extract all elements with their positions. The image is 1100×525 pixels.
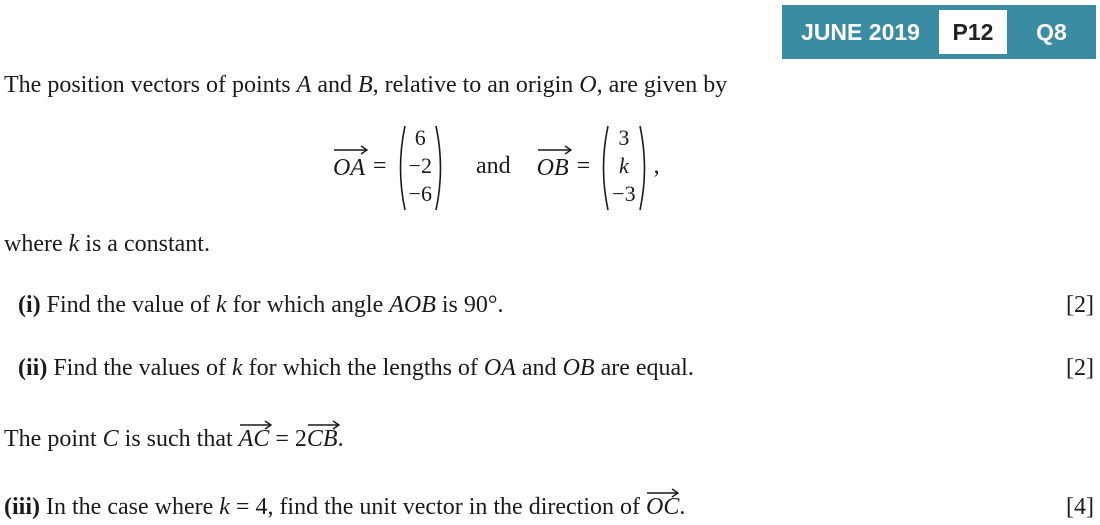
- trailing-comma: ,: [653, 152, 660, 179]
- ob-vector-label: OB: [537, 151, 569, 182]
- question-badge: [782, 5, 1096, 59]
- badge-date: JUNE 2019: [801, 18, 920, 45]
- ob-component-3: −3: [612, 181, 636, 206]
- point-c-text: The point C is such that AC = 2 CB.: [4, 426, 344, 453]
- ob-component-2: k: [619, 153, 629, 178]
- oa-component-2: −2: [408, 153, 432, 178]
- oa-component-3: −6: [408, 181, 432, 206]
- part-iii-marks: [4]: [1066, 494, 1094, 520]
- and-word: and: [475, 152, 511, 179]
- part-ii-marks: [2]: [1066, 355, 1094, 381]
- part-ii-text: (ii) Find the values of k for which the lengths of OA and OB are equal.: [18, 355, 694, 381]
- where-text: where k is a constant.: [4, 231, 210, 257]
- vector-equation: [333, 120, 660, 212]
- badge-question: Q8: [1036, 18, 1067, 45]
- oa-column-vector: [395, 124, 446, 208]
- ob-column-vector: [598, 124, 649, 208]
- part-i-marks: [2]: [1066, 292, 1094, 318]
- equals-sign: =: [373, 152, 387, 179]
- oc-vector: OC: [646, 494, 679, 521]
- part-i-text: (i) Find the value of k for which angle AOB is 90°.: [18, 292, 504, 318]
- badge-paper: P12: [939, 10, 1007, 54]
- cb-vector: CB: [307, 426, 338, 453]
- oa-component-1: 6: [414, 125, 426, 150]
- part-iii-text: (iii) In the case where k = 4, find the unit vector in the direction of OC.: [4, 494, 685, 521]
- ac-vector: AC: [239, 426, 270, 453]
- equals-sign-2: =: [576, 152, 591, 179]
- intro-text: The position vectors of points A and B, relative to an origin O, are given by: [4, 72, 728, 98]
- oa-vector-label: OA: [333, 151, 365, 182]
- ob-component-1: 3: [618, 125, 630, 150]
